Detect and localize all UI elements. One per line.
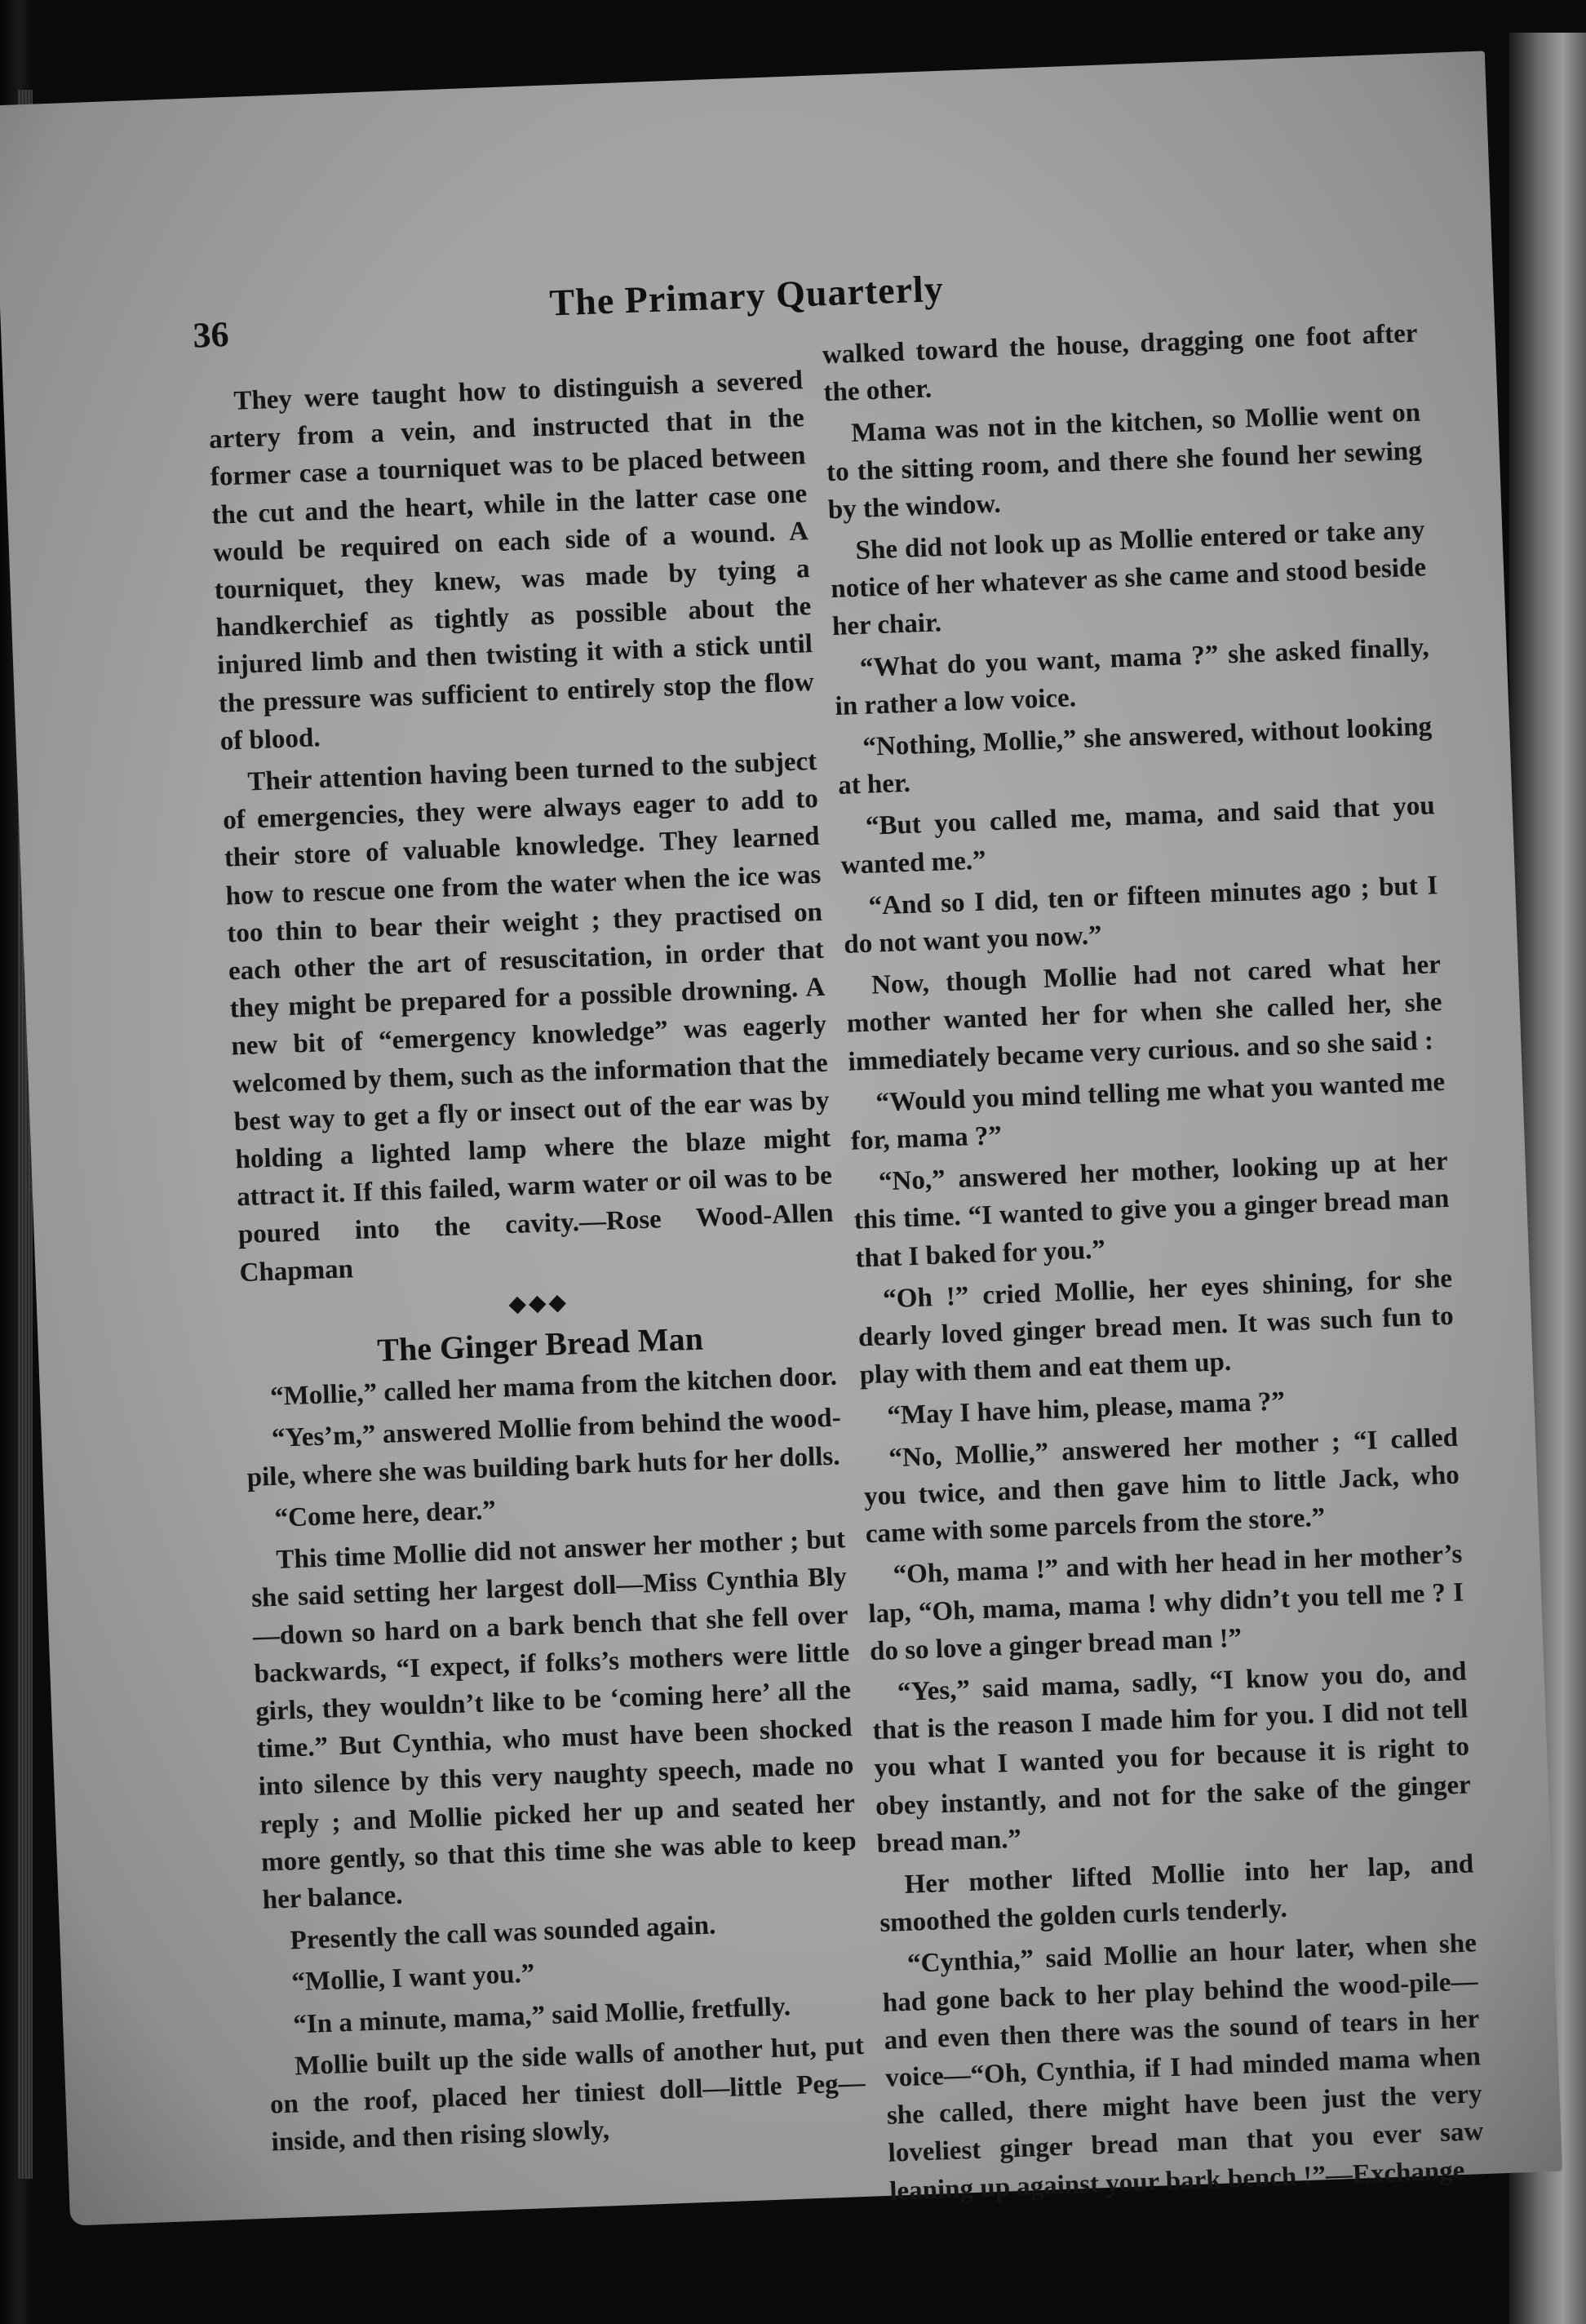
paragraph: “Oh !” cried Mollie, her eyes shining, for she dearly loved ginger bread men. It was such fun to play with them and eat them up. <box>857 1263 1455 1390</box>
paragraph: Mama was not in the kitchen, so Mollie went on to the sitting room, and there she found her sewing by the window. <box>826 397 1423 526</box>
paragraph: “And so I did, ten or fifteen minutes ago ; but I do not want you now.” <box>843 870 1438 960</box>
paragraph: “Mollie, I want you.” <box>290 1958 535 1998</box>
page-number: 36 <box>192 313 230 356</box>
section-ornament: ◆◆◆ <box>507 1289 569 1318</box>
paragraph: “Yes’m,” answered Mollie from behind the wood-pile, where she was building bark huts for her dolls. <box>246 1403 842 1492</box>
left-column <box>207 361 868 2166</box>
paragraph: She did not look up as Mollie entered or take any notice of her whatever as she came and stood beside her chair. <box>830 515 1427 642</box>
paragraph: “Oh, mama !” and with her head in her mother’s lap, “Oh, mama, mama ! why didn’t you tell me ? I do so love a ginger bread man !” <box>867 1539 1464 1666</box>
paragraph: “But you called me, mama, and said that you wanted me.” <box>840 791 1436 880</box>
story-title: The Ginger Bread Man <box>376 1319 704 1369</box>
paragraph: “What do you want, mama ?” she asked finally, in rather a low voice. <box>834 632 1430 721</box>
paragraph: “Cynthia,” said Mollie an hour later, when she had gone back to her play behind the wood-pile—and even then there was the sound of tears in her voice—“Oh, Cynthia, if I had minded mama when she called, there might have been just the very loveliest ginger bread man that you ever saw leaning up against your bark bench !”—Exchange <box>882 1928 1484 2206</box>
paragraph: Now, though Mollie had not cared what her mother wanted her for when she called her, she immediately became very curious. and so she said : <box>846 950 1443 1077</box>
paragraph: They were taught how to distinguish a severed artery from a vein, and instructed that in the former case a tourniquet was to be placed between the cut and the heart, while in the latter case one would be required on each side of a wound. A tourniquet, they knew, was made by tying a handkerchief as tightly as possible about the injured limb and then twisting it with a stick until the pressure was sufficient to entirely stop the flow of blood. <box>208 366 815 756</box>
paragraph: “May I have him, please, mama ?” <box>886 1386 1286 1431</box>
right-column <box>822 315 1486 2215</box>
paragraph: Her mother lifted Mollie into her lap, and smoothed the golden curls tenderly. <box>879 1849 1474 1939</box>
paragraph: This time Mollie did not answer her mother ; but she said setting her largest doll—Miss Cynthia Bly—down so hard on a bark bench that she fell over backwards, “I expect, if folks’s mothers were little girls, they wouldn’t like to be ‘coming here’ all the time.” But Cynthia, who must have been shocked into silence by this very naughty speech, made no reply ; and Mollie picked her up and seated her more gently, so that this time she was able to keep her balance. <box>250 1524 857 1915</box>
paragraph: “Nothing, Mollie,” she answered, without looking at her. <box>837 712 1433 801</box>
paragraph: “Would you mind telling me what you wanted me for, mama ?” <box>850 1067 1446 1156</box>
running-title: The Primary Quarterly <box>548 267 945 324</box>
paragraph: Mollie built up the side walls of another hut, put on the roof, placed her tiniest doll—little Peg—inside, and then rising slowly, <box>269 2030 866 2158</box>
paragraph: walked toward the house, dragging one foot after the other. <box>822 318 1419 408</box>
paragraph: “No,” answered her mother, looking up at her this time. “I wanted to give you a ginger bread man that I baked for you.” <box>853 1146 1450 1274</box>
page-sheet <box>0 51 1562 2225</box>
paragraph: “Mollie,” called her mama from the kitchen door. <box>269 1361 838 1413</box>
paragraph: “In a minute, mama,” said Mollie, fretfully. <box>292 1991 791 2040</box>
paragraph: Presently the call was sounded again. <box>289 1910 716 1956</box>
paragraph: Their attention having been turned to the subject of emergencies, they were always eager to add to their store of valuable knowledge. They learned how to rescue one from the water when the ice was too thin to bear their weight ; they practised on each other the art of resuscitation, in order that they might be prepared for a possible drowning. A new bit of “emergency knowledge” was eagerly welcomed by them, such as the information that the best way to get a fly or insect out of the ear was by holding a lighted lamp where the blaze might attract it. If this failed, warm water or oil was to be poured into the cavity.—Rose Wood-Allen Chapman <box>222 746 835 1288</box>
paragraph: “Yes,” said mama, sadly, “I know you do, and that is the reason I made him for you. I did not tell you what I wanted you for because it is right to obey instantly, and not for the sake of the ginger bread man.” <box>872 1657 1472 1859</box>
paragraph: “No, Mollie,” answered her mother ; “I called you twice, and then gave him to little Jack, who came with some parcels from the store.” <box>863 1422 1460 1550</box>
paragraph: “Come here, dear.” <box>273 1495 497 1533</box>
